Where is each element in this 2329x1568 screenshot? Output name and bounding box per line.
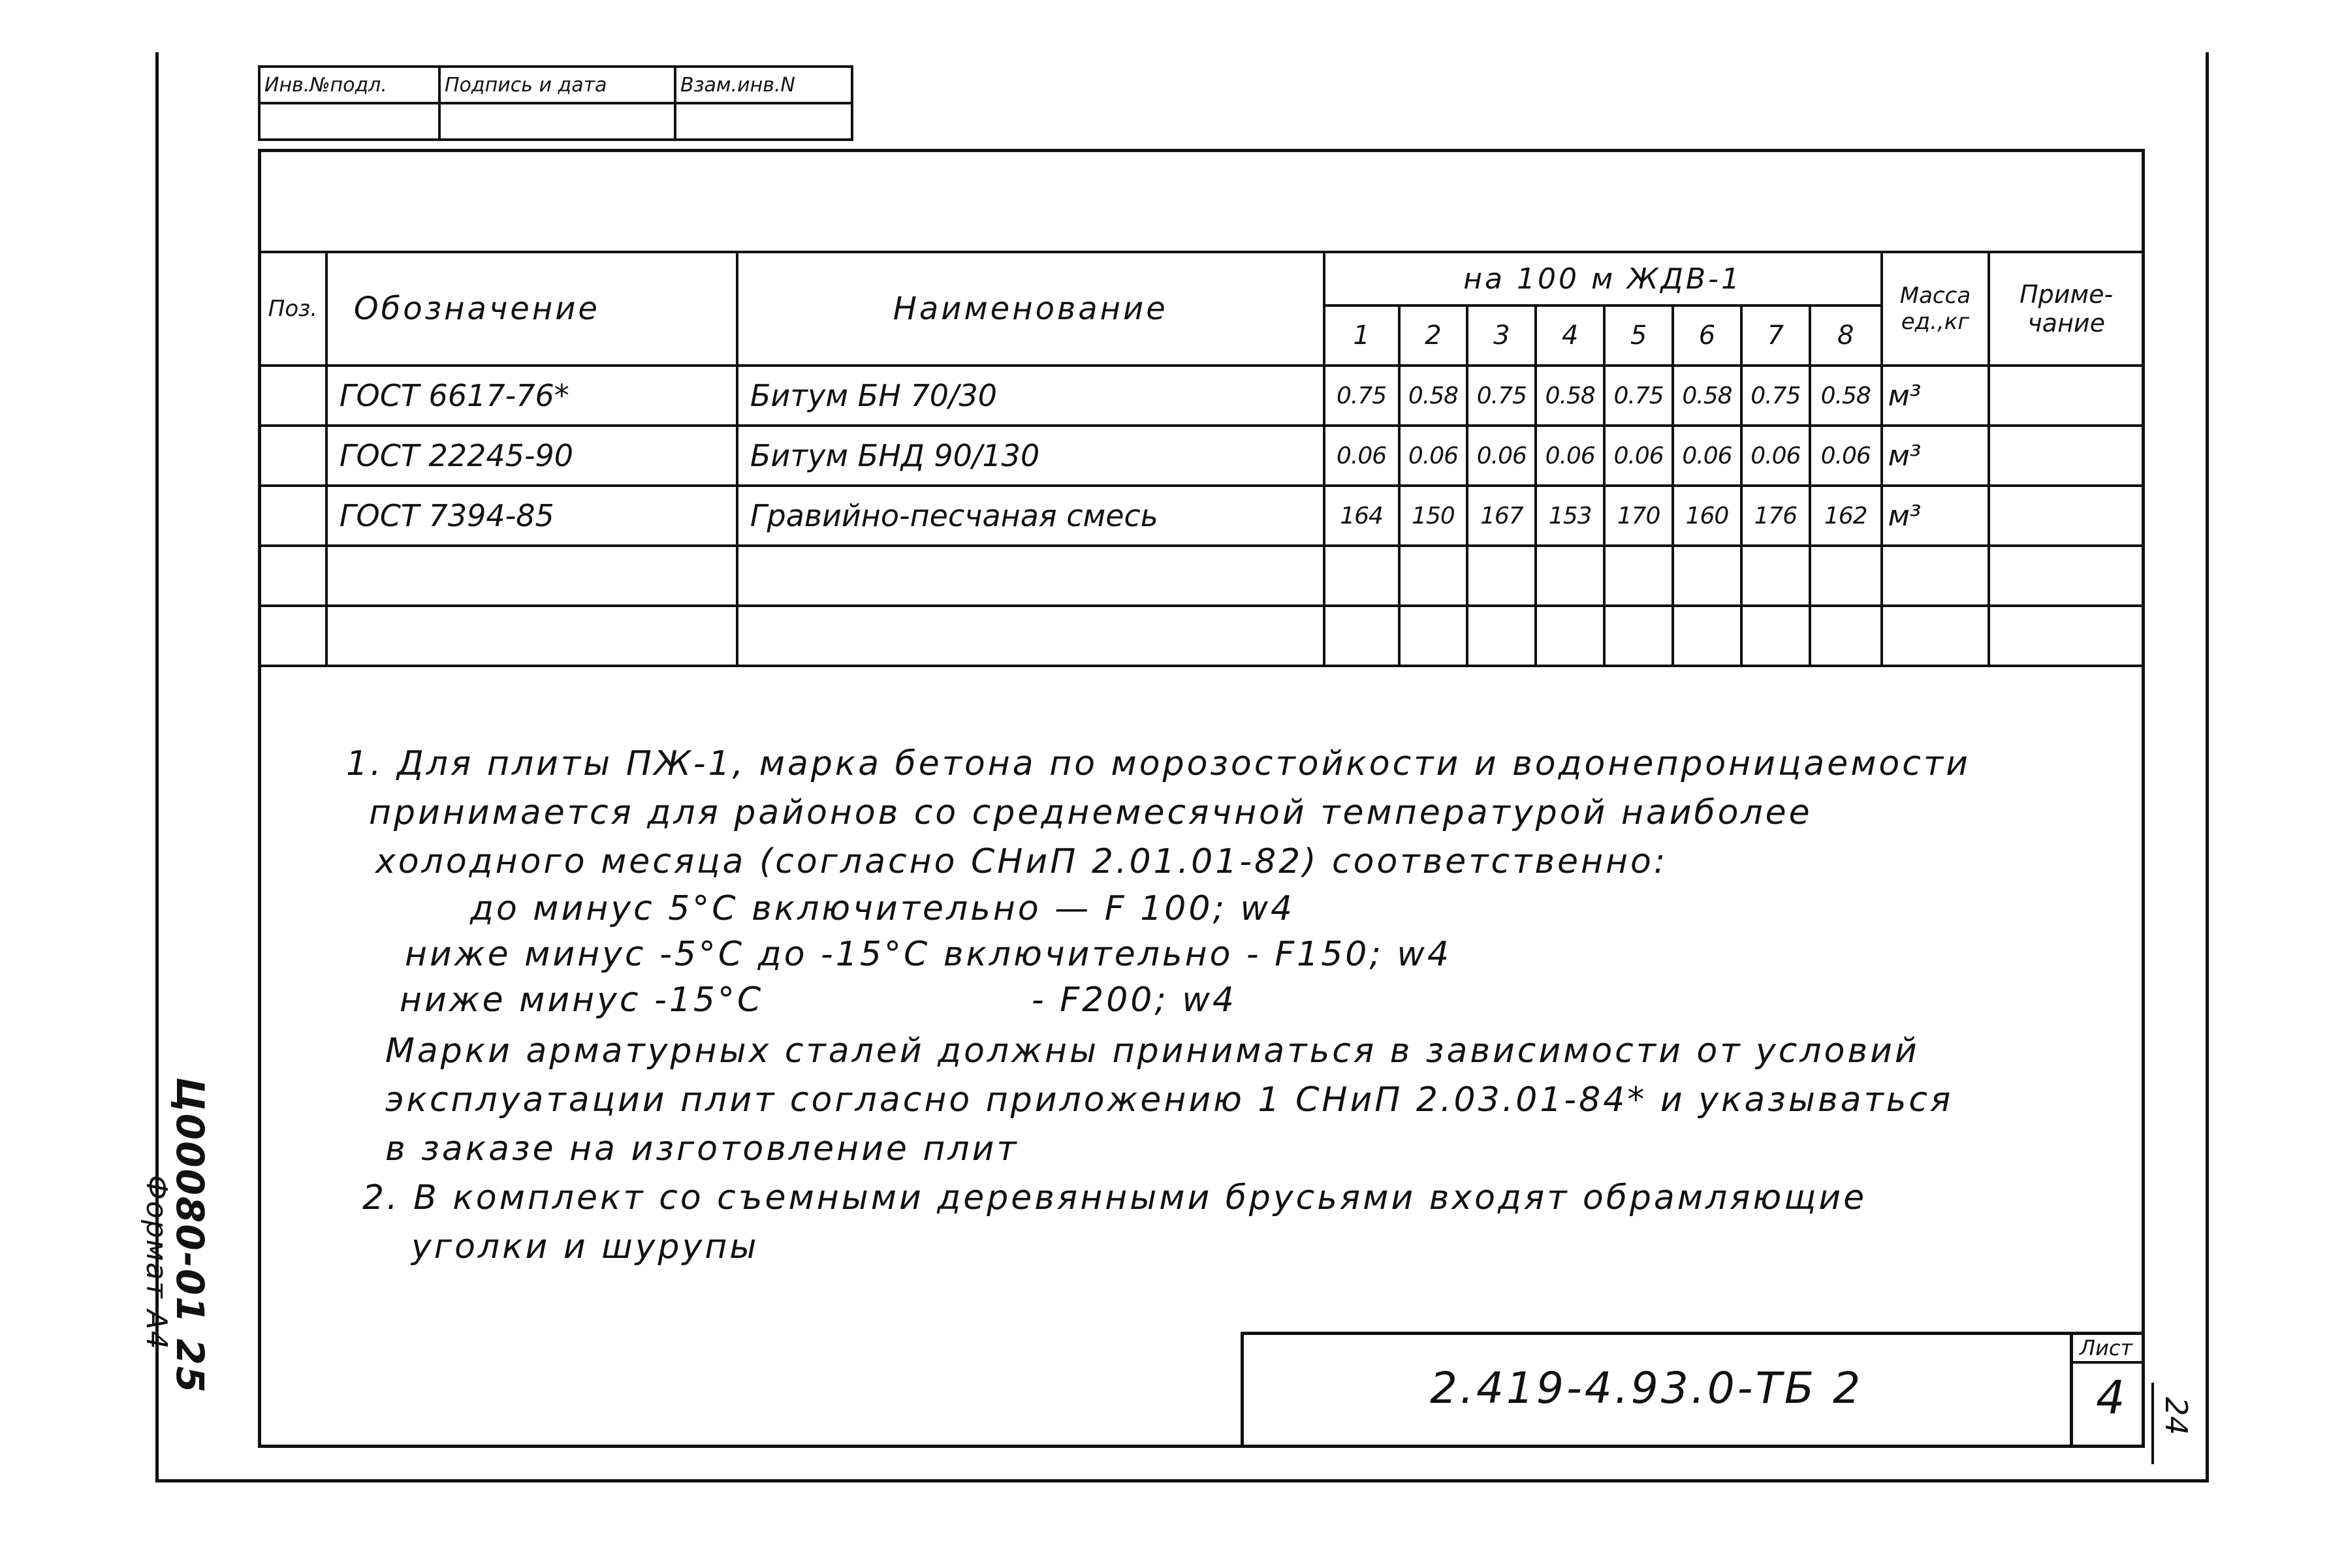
header-col-5: 5	[1604, 306, 1673, 366]
header-col-2: 2	[1399, 306, 1468, 366]
header-col-4: 4	[1536, 306, 1604, 366]
note-line: уголки и шурупы	[411, 1227, 759, 1266]
note-line: 1. Для плиты ПЖ-1, марка бетона по морозостойкости и водонепроницаемости	[346, 744, 1971, 783]
row-value: 0.58	[1536, 366, 1604, 426]
row-value: 0.06	[1399, 426, 1468, 486]
stamp-signature-label: Подпись и дата	[439, 67, 675, 103]
row-value: 153	[1536, 486, 1604, 546]
note-line: 2. В комплект со съемными деревянными брусьями входят обрамляющие	[362, 1178, 1867, 1217]
header-col-3: 3	[1467, 306, 1536, 366]
row-name: Битум БН 70/30	[737, 366, 1324, 426]
row-note	[1989, 486, 2144, 546]
row-value: 0.75	[1741, 366, 1810, 426]
row-pos	[259, 426, 326, 486]
row-designation: ГОСТ 6617-76*	[326, 366, 737, 426]
stamp-inv-label: Инв.№подл.	[259, 67, 439, 103]
header-col-7: 7	[1741, 306, 1810, 366]
row-value: 0.58	[1673, 366, 1741, 426]
header-name: Наименование	[737, 252, 1324, 366]
table-row	[259, 486, 2144, 546]
note-line: ниже минус -15°С - F200; w4	[400, 980, 1237, 1020]
frame-bottom-line	[155, 1479, 2209, 1482]
note-line: до минус 5°С включительно — F 100; w4	[470, 889, 1295, 928]
title-block-divider	[2070, 1332, 2073, 1448]
note-line: Марки арматурных сталей должны приниматься в зависимости от условий	[385, 1031, 1920, 1071]
note-line: холодного месяца (согласно СНиП 2.01.01-82) соответственно:	[375, 842, 1668, 881]
table-row	[259, 366, 2144, 426]
document-code: 2.419-4.93.0-ТБ 2	[1430, 1363, 1863, 1413]
stamp-replace-value	[675, 103, 852, 140]
header-group: на 100 м ЖДВ-1	[1324, 252, 1882, 306]
row-value: 176	[1741, 486, 1810, 546]
row-value: 0.58	[1399, 366, 1468, 426]
row-value: 0.06	[1324, 426, 1399, 486]
stamp-signature-value	[439, 103, 675, 140]
row-pos	[259, 366, 326, 426]
table-row	[259, 426, 2144, 486]
header-note: Приме-чание	[1989, 252, 2144, 366]
note-line: эксплуатации плит согласно приложению 1 СНиП 2.03.01-84* и указываться	[385, 1080, 1954, 1120]
approval-stamp	[258, 65, 853, 141]
header-mass: Масса ед.,кг	[1882, 252, 1989, 366]
stamp-replace-label: Взам.инв.N	[675, 67, 852, 103]
row-value: 167	[1467, 486, 1536, 546]
row-value: 0.75	[1604, 366, 1673, 426]
sheet-label-divider	[2070, 1361, 2145, 1364]
spec-table	[258, 251, 2145, 667]
row-value: 0.06	[1741, 426, 1810, 486]
row-value: 170	[1604, 486, 1673, 546]
row-designation: ГОСТ 22245-90	[326, 426, 737, 486]
row-name: Битум БНД 90/130	[737, 426, 1324, 486]
sheet-label: Лист	[2080, 1336, 2133, 1360]
sheet-number: 4	[2096, 1371, 2125, 1424]
row-value: 0.06	[1536, 426, 1604, 486]
side-format: Формат А4	[140, 1175, 173, 1351]
row-value: 150	[1399, 486, 1468, 546]
row-value: 0.75	[1467, 366, 1536, 426]
header-col-6: 6	[1673, 306, 1741, 366]
row-value: 0.06	[1810, 426, 1882, 486]
row-note	[1989, 366, 2144, 426]
row-unit: м³	[1882, 486, 1989, 546]
row-pos	[259, 486, 326, 546]
row-designation: ГОСТ 7394-85	[326, 486, 737, 546]
row-value: 0.75	[1324, 366, 1399, 426]
stamp-inv-value	[259, 103, 439, 140]
page-tab-line	[2151, 1383, 2154, 1464]
row-value: 0.06	[1604, 426, 1673, 486]
row-unit: м³	[1882, 426, 1989, 486]
row-value: 160	[1673, 486, 1741, 546]
row-value: 164	[1324, 486, 1399, 546]
page-number: 24	[2159, 1397, 2194, 1435]
row-value: 162	[1810, 486, 1882, 546]
row-name: Гравийно-песчаная смесь	[737, 486, 1324, 546]
note-line: в заказе на изготовление плит	[385, 1129, 1019, 1168]
row-note	[1989, 426, 2144, 486]
table-row-empty	[259, 606, 2144, 666]
row-value: 0.06	[1673, 426, 1741, 486]
header-col-1: 1	[1324, 306, 1399, 366]
header-pos: Поз.	[259, 252, 326, 366]
row-value: 0.58	[1810, 366, 1882, 426]
header-col-8: 8	[1810, 306, 1882, 366]
row-value: 0.06	[1467, 426, 1536, 486]
note-line: ниже минус -5°С до -15°С включительно - F150; w4	[405, 935, 1452, 974]
frame-right-line	[2206, 52, 2209, 1482]
row-unit: м³	[1882, 366, 1989, 426]
table-row-empty	[259, 546, 2144, 606]
side-doc-id: Ц00080-01 25	[168, 1077, 212, 1394]
note-line: принимается для районов со среднемесячной температурой наиболее	[369, 793, 1813, 832]
header-designation: Обозначение	[326, 252, 737, 366]
